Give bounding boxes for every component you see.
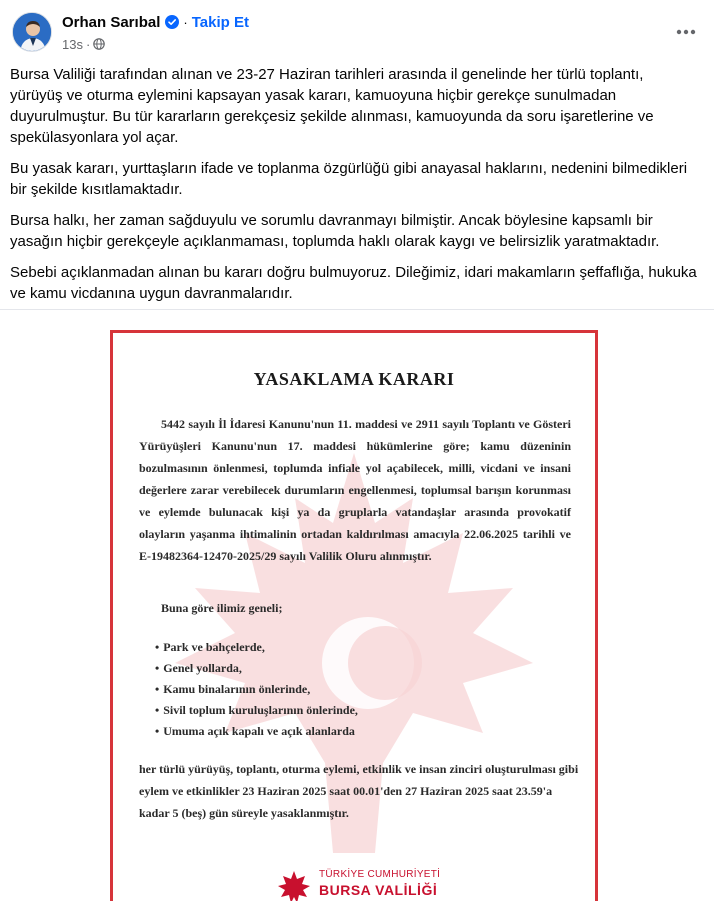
author-name[interactable]: Orhan Sarıbal xyxy=(62,13,161,31)
more-options-button[interactable] xyxy=(670,16,702,48)
more-horizontal-icon xyxy=(676,29,696,35)
post-paragraph: Bu yasak kararı, yurttaşların ifade ve toplanma özgürlüğü gibi anayasal haklarını, nedenini bilmedikleri bir şekilde kısıtlamaktadır. xyxy=(10,160,688,198)
post-paragraph: Bursa halkı, her zaman sağduyulu ve sorumlu davranmayı bilmiştir. Ancak böylesine kapsamlı bir yasağın hiçbir gerekçeyle açıklanmaması, toplumda haklı olarak kaygı ve belirsizlik yaratmaktadır. xyxy=(10,212,660,250)
document-closing: her türlü yürüyüş, toplantı, oturma eylemi, etkinlik ve insan zinciri oluşturulması gibi eylem ve etkinlikler 23 Haziran 2025 saat 00.01'den 27 Haziran 2025 saat 23.59'a kadar 5 (beş) gün süreyle yasaklanmıştır. xyxy=(139,762,579,820)
seal-line-1: TÜRKİYE CUMHURİYETİ xyxy=(319,869,441,880)
document-paragraph: 5442 sayılı İl İdaresi Kanunu'nun 11. maddesi ve 2911 sayılı Toplantı ve Gösteri Yürüyüşleri Kanunu'nun 17. maddesi hükümlerine göre; kamu düzeninin bozulmasının önlenmesi, toplumda infiale yol açabilecek, milli, vicdani ve insani değerlere zarar verebilecek durumların engellenmesi, toplumsal barışın korunması ve eylemde bulunacak kişi ya da gruplarla vatandaşlar arasında provokatif olayların yaşanma ihtimalinin ortadan kaldırılması amacıyla 22.06.2025 tarihli ve E-19482364-12470-2025/29 sayılı Valilik Oluru alınmıştır. xyxy=(139,417,571,563)
globe-icon[interactable] xyxy=(93,38,105,50)
post-paragraph: Sebebi açıklanmadan alınan bu kararı doğru bulmuyoruz. Dileğimiz, idari makamların şeffaflığa, hukuka ve kamu vicdanına uygun davranmalarıdır. xyxy=(10,264,697,302)
follow-button[interactable]: Takip Et xyxy=(191,13,249,31)
governorship-emblem-icon xyxy=(277,869,311,901)
document-title: YASAKLAMA KARARI xyxy=(253,369,455,389)
list-item: • Sivil toplum kuruluşlarının önlerinde, xyxy=(155,700,358,721)
verified-badge-icon xyxy=(165,15,179,29)
post-paragraph: Bursa Valiliği tarafından alınan ve 23-27 Haziran tarihleri arasında il genelinde her türlü toplantı, yürüyüş ve oturma eylemini kapsayan yasak kararı, kamuoyuna hiçbir gerekçe sunulmadan duyurulmuştur. Bu tür kararların gerekçesiz şekilde alınması, kamuoyunda da soru işaretlerine ve spekülasyonlara yol açar. xyxy=(10,66,654,146)
meta-separator: · xyxy=(85,36,91,52)
separator-dot: · xyxy=(183,14,188,30)
document-intro: Buna göre ilimiz geneli; xyxy=(161,601,283,615)
post-timestamp[interactable]: 13s xyxy=(62,36,83,52)
post-image[interactable] xyxy=(0,309,714,901)
ban-decision-document xyxy=(110,330,598,901)
list-item: • Umuma açık kapalı ve açık alanlarda xyxy=(155,721,358,742)
list-item: • Kamu binalarının önlerinde, xyxy=(155,679,358,700)
post-header xyxy=(10,10,704,56)
list-item: • Genel yollarda, xyxy=(155,658,358,679)
seal-line-2: BURSA VALİLİĞİ xyxy=(319,882,438,898)
post-text xyxy=(10,64,700,314)
author-row xyxy=(62,12,249,32)
list-item: • Park ve bahçelerde, xyxy=(155,637,358,658)
avatar-image xyxy=(13,13,52,52)
author-avatar[interactable] xyxy=(12,12,52,52)
document-body xyxy=(139,413,571,567)
location-list xyxy=(155,637,358,742)
post-meta xyxy=(62,35,105,53)
